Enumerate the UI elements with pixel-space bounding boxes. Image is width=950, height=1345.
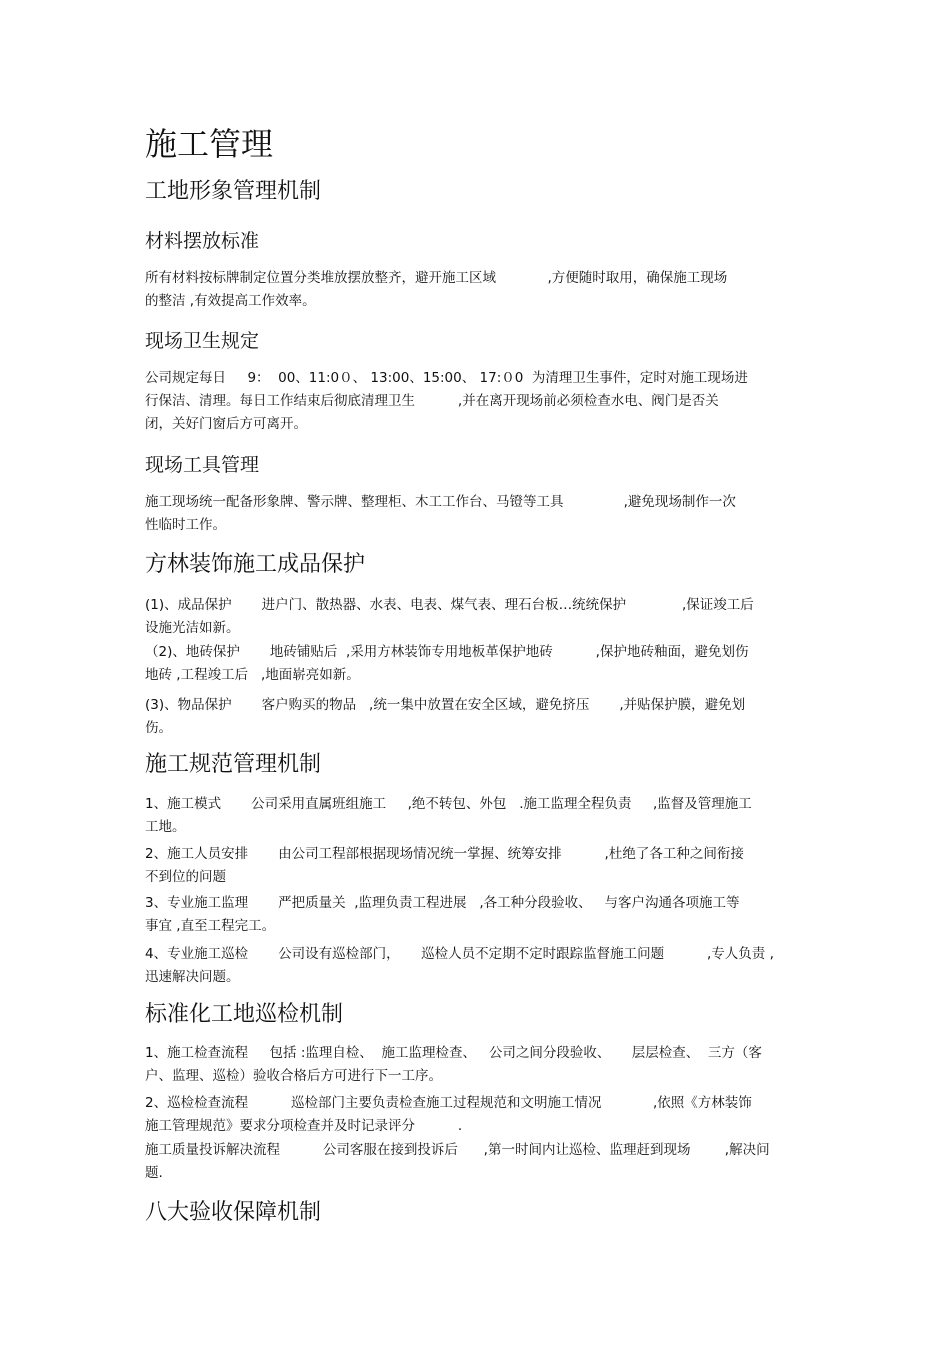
text-line: 1、施工模式 公司采用直属班组施工 ,绝不转包、外包 .施工监理全程负责 ,监督及管理施工	[145, 796, 752, 812]
paragraph-inspection-2	[145, 1092, 815, 1138]
text-line: 行保洁、清理。每日工作结束后彻底清理卫生 ,并在离开现场前必须检查水电、阀门是否关	[145, 393, 719, 409]
document-title: 施工管理	[145, 125, 274, 163]
text-line: 所有材料按标牌制定位置分类堆放摆放整齐，避开施工区域 ,方便随时取用，确保施工现场	[145, 270, 728, 286]
section-heading-acceptance-guarantee: 八大验收保障机制	[145, 1200, 322, 1225]
text-line: （2)、地砖保护 地砖铺贴后 ,采用方林装饰专用地板革保护地砖 ,保护地砖釉面，避免划伤	[145, 644, 749, 660]
text-line: 闭，关好门窗后方可离开。	[145, 416, 307, 432]
text-line: (1)、成品保护 进户门、散热器、水表、电表、煤气表、理石台板…统统保护 ,保证竣工后	[145, 597, 754, 613]
text-line: 2、施工人员安排 由公司工程部根据现场情况统一掌握、统筹安排 ,杜绝了各工种之间衔接	[145, 846, 744, 862]
text-line: 不到位的问题	[145, 869, 226, 885]
paragraph-standards-3	[145, 892, 815, 938]
text-line: 工地。	[145, 819, 186, 835]
text-line: 的整洁 ,有效提高工作效率。	[145, 293, 316, 309]
text-line: 户、监理、巡检）验收合格后方可进行下一工序。	[145, 1068, 442, 1084]
text-line: 公司规定每日 9： 00、11:0０、 13:00、15:00、 17:０0 为清理卫生事件，定时对施工现场进	[145, 370, 748, 386]
paragraph-protection-2	[145, 641, 815, 687]
text-line: (3)、物品保护 客户购买的物品 ,统一集中放置在安全区域，避免挤压 ,并贴保护膜，避免划	[145, 697, 746, 713]
text-line: 4、专业施工巡检 公司设有巡检部门， 巡检人员不定期不定时跟踪监督施工问题 ,专人负责 ,	[145, 946, 774, 962]
text-line: 事宜 ,直至工程完工。	[145, 918, 276, 934]
paragraph-site-tools	[145, 491, 815, 537]
text-line: 1、施工检查流程 包括 :监理自检、 施工监理检查、 公司之间分段验收、 层层检查、 三方（客	[145, 1045, 762, 1061]
text-line: 3、专业施工监理 严把质量关 ,监理负责工程进展 ,各工种分段验收、 与客户沟通各项施工等	[145, 895, 740, 911]
text-line: 施工现场统一配备形象牌、警示牌、整理柜、木工工作台、马镫等工具 ,避免现场制作一次	[145, 494, 736, 510]
paragraph-standards-4	[145, 943, 815, 989]
text-line: 施工质量投诉解决流程 公司客服在接到投诉后 ,第一时间内让巡检、监理赶到现场 ,解决问	[145, 1142, 770, 1158]
section-heading-construction-standards: 施工规范管理机制	[145, 752, 322, 777]
section-heading-site-inspection: 标准化工地巡检机制	[145, 1002, 344, 1027]
subheading-site-tools: 现场工具管理	[145, 454, 260, 476]
subheading-material-placement: 材料摆放标准	[145, 230, 260, 252]
text-line: 题.	[145, 1165, 163, 1181]
paragraph-material-placement	[145, 267, 815, 313]
paragraph-standards-1	[145, 793, 815, 839]
paragraph-protection-3	[145, 694, 815, 740]
text-line: 伤。	[145, 720, 172, 736]
paragraph-complaint-process	[145, 1139, 815, 1185]
text-line: 迅速解决问题。	[145, 969, 240, 985]
section-heading-site-image: 工地形象管理机制	[145, 179, 322, 204]
text-line: 地砖 ,工程竣工后 ,地面崭亮如新。	[145, 667, 360, 683]
section-heading-product-protection: 方林装饰施工成品保护	[145, 552, 366, 577]
text-line: 性临时工作。	[145, 517, 226, 533]
paragraph-inspection-1	[145, 1042, 815, 1088]
paragraph-site-hygiene	[145, 367, 815, 436]
paragraph-standards-2	[145, 843, 815, 889]
text-line: 设施光洁如新。	[145, 620, 240, 636]
text-line: 2、巡检检查流程 巡检部门主要负责检查施工过程规范和文明施工情况 ,依照《方林装饰	[145, 1095, 752, 1111]
text-line: 施工管理规范》要求分项检查并及时记录评分 .	[145, 1118, 463, 1134]
subheading-site-hygiene: 现场卫生规定	[145, 330, 260, 352]
paragraph-protection-1	[145, 594, 815, 640]
